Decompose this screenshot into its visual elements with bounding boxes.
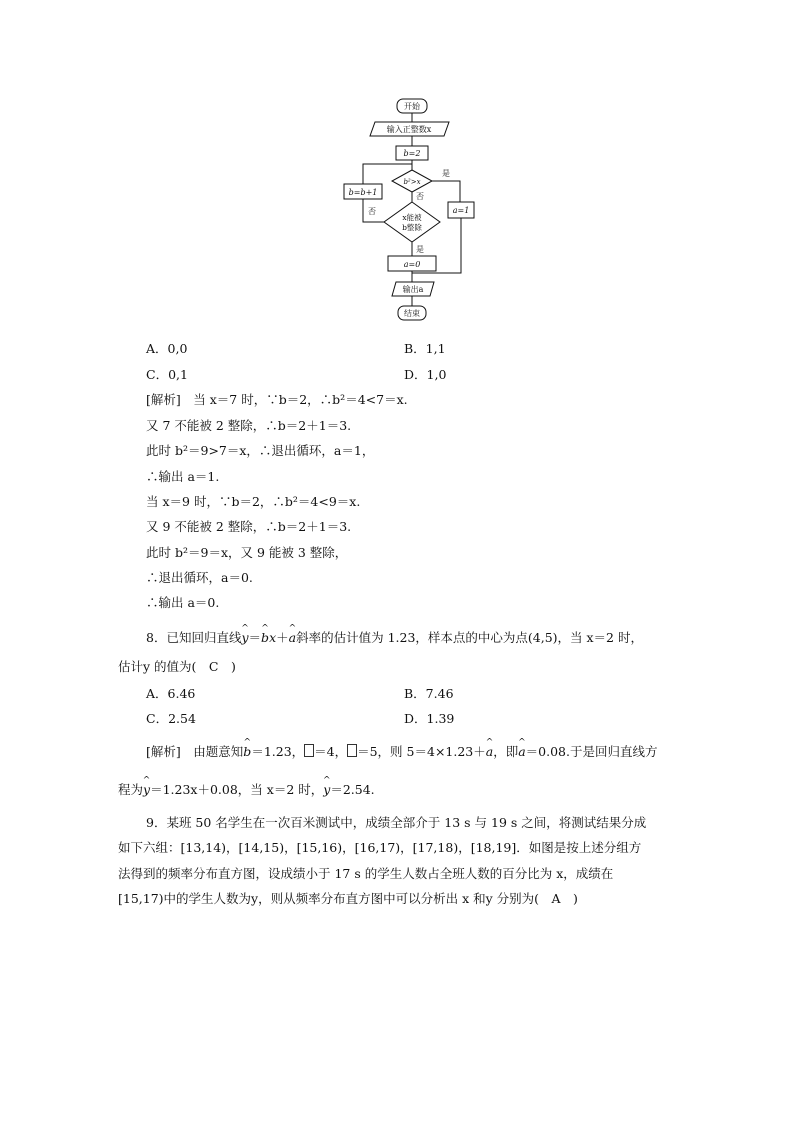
flowchart bbox=[330, 92, 480, 332]
q9-line-2: 如下六组：[13,14)，[14,15)，[15,16)，[16,17)，[17,18)，[18,19]．如图是按上述分组方 bbox=[118, 840, 642, 855]
y-hat: ^ y bbox=[241, 630, 248, 646]
end-label: 结束 bbox=[404, 309, 420, 318]
q7-solution-line-9: ∴输出 a＝0. bbox=[146, 595, 220, 610]
cond1-label: b²>x bbox=[403, 178, 421, 186]
q7-solution-line-5: 当 x＝9 时，∵b＝2，∴b²＝4<9＝x. bbox=[146, 494, 361, 509]
cond2-node bbox=[384, 202, 440, 242]
cond2-no-label: 否 bbox=[368, 207, 376, 216]
init-b-label: b=2 bbox=[403, 149, 421, 158]
q7-solution-line-4: ∴输出 a＝1. bbox=[146, 469, 220, 484]
q9-line-1: 9．某班 50 名学生在一次百米测试中，成绩全部介于 13 s 与 19 s 之间，将测试结果分成 bbox=[146, 815, 647, 830]
flowchart-svg bbox=[330, 92, 480, 332]
q8-solution-label: [解析] bbox=[146, 744, 181, 759]
cond1-no-label: 否 bbox=[416, 192, 424, 201]
cond2-label-1: x能被 bbox=[402, 213, 422, 222]
q8-number: 8． bbox=[146, 630, 167, 645]
b-hat: ^ b bbox=[261, 630, 269, 646]
q7-solution-line-3: 此时 b²＝9>7＝x，∴退出循环，a＝1， bbox=[146, 443, 375, 458]
q7-option-a: A．0,0 bbox=[146, 341, 188, 356]
y-bar-symbol bbox=[347, 744, 357, 757]
start-label: 开始 bbox=[404, 102, 420, 111]
q7-solution-line-6: 又 9 不能被 2 整除，∴b＝2＋1＝3. bbox=[146, 519, 352, 534]
a-hat: ^ a bbox=[289, 630, 296, 646]
input-label: 输入正整数x bbox=[386, 125, 432, 134]
q7-option-c: C．0,1 bbox=[146, 367, 188, 382]
q8-stem-line-1: 8．已知回归直线^ y＝^ bx＋^ a斜率的估计值为 1.23，样本点的中心为点(4,5)，当 x＝2 时， bbox=[146, 630, 643, 646]
cond2-yes-label: 是 bbox=[416, 245, 424, 254]
q8-option-d: D．1.39 bbox=[404, 711, 455, 726]
q8-solution-line-1: [解析] 由题意知^ b＝1.23， ＝4， ＝5，则 5＝4×1.23＋^ a，即^ a＝0.08.于是回归直线方 bbox=[146, 744, 657, 760]
q8-solution-line-2: 程为^ y＝1.23x＋0.08，当 x＝2 时，^ y＝2.54. bbox=[118, 782, 375, 798]
q8-stem-line-2: 估计y 的值为( C ) bbox=[118, 659, 236, 674]
q7-option-d: D．1,0 bbox=[404, 367, 447, 382]
q9-line-3: 法得到的频率分布直方图，设成绩小于 17 s 的学生人数占全班人数的百分比为 x，成绩在 bbox=[118, 866, 614, 881]
output-label: 输出a bbox=[402, 285, 424, 294]
q8-option-b: B．7.46 bbox=[404, 686, 454, 701]
q7-solution-label: [解析] bbox=[146, 392, 181, 407]
q8-option-c: C．2.54 bbox=[146, 711, 196, 726]
cond1-yes-label: 是 bbox=[442, 169, 450, 178]
q9-line-4: [15,17)中的学生人数为y，则从频率分布直方图中可以分析出 x 和y 分别为( A ) bbox=[118, 891, 578, 906]
x-bar-symbol bbox=[304, 744, 314, 757]
q7-solution-line-8: ∴退出循环，a＝0. bbox=[146, 570, 253, 585]
q7-option-b: B．1,1 bbox=[404, 341, 446, 356]
set-a1-label: a=1 bbox=[452, 206, 470, 215]
cond2-label-2: b整除 bbox=[402, 223, 422, 232]
q7-solution-line-2: 又 7 不能被 2 整除，∴b＝2＋1＝3. bbox=[146, 418, 352, 433]
set-a0-label: a=0 bbox=[403, 260, 421, 269]
q7-solution-line-7: 此时 b²＝9＝x，又 9 能被 3 整除， bbox=[146, 545, 348, 560]
inc-b-label: b=b+1 bbox=[348, 188, 378, 197]
q8-option-a: A．6.46 bbox=[146, 686, 196, 701]
q7-solution-line-1: [解析] 当 x＝7 时，∵b＝2，∴b²＝4<7＝x. bbox=[146, 392, 408, 407]
